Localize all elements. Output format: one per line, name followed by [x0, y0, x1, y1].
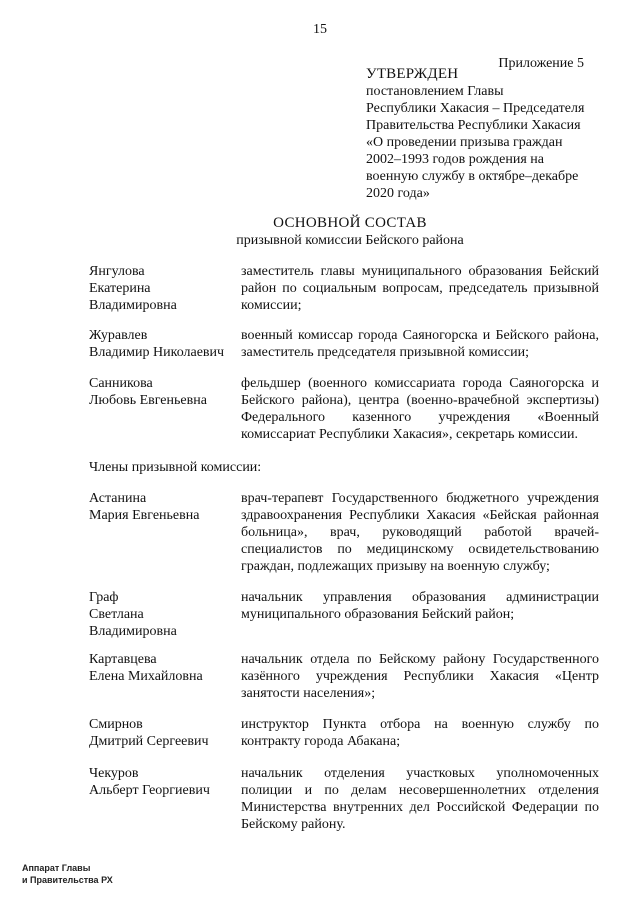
member-role: начальник отдела по Бейскому району Государственного казённого учреждения Республики Хакасия «Центр занятости населения»; [241, 652, 599, 701]
document-title: ОСНОВНОЙ СОСТАВ [273, 215, 427, 231]
approval-line: 2020 года» [366, 186, 430, 201]
approval-heading: УТВЕРЖДЕН [366, 66, 459, 82]
approval-line: постановлением Главы [366, 84, 504, 99]
member-role: инструктор Пункта отбора на военную службу по контракту города Абакана; [241, 717, 599, 749]
approval-line: военную службу в октябре–декабре [366, 169, 579, 184]
appendix-label: Приложение 5 [498, 56, 584, 71]
member-name: Санникова Любовь Евгеньевна [89, 376, 207, 408]
member-role: фельдшер (военного комиссариата города Саяногорска и Бейского района), центра (военно-врачебной экспертизы) Федерального казенного учреждения «Военный комиссариат Республики Хакасия», секретарь комиссии. [241, 376, 599, 442]
page-number: 15 [313, 22, 327, 37]
document-subtitle: призывной комиссии Бейского района [236, 233, 464, 248]
member-name: Картавцева Елена Михайловна [89, 652, 203, 684]
approval-line: 2002–1993 годов рождения на [366, 152, 545, 167]
members-heading: Члены призывной комиссии: [89, 460, 262, 475]
approval-line: «О проведении призыва граждан [366, 135, 563, 150]
footer-stamp: Аппарат Главы и Правительства РХ [22, 863, 113, 885]
member-name: Янгулова Екатерина Владимировна [89, 264, 177, 313]
approval-block [366, 66, 606, 202]
member-name: Смирнов Дмитрий Сергеевич [89, 717, 209, 749]
member-name: Астанина Мария Евгеньевна [89, 491, 200, 523]
approval-line: Республики Хакасия – Председателя [366, 101, 585, 116]
approval-line: Правительства Республики Хакасия [366, 118, 581, 133]
member-name: Чекуров Альберт Георгиевич [89, 766, 210, 798]
member-role: заместитель главы муниципального образования Бейский район по социальным вопросам, председатель призывной комиссии; [241, 264, 599, 313]
member-role: врач-терапевт Государственного бюджетного учреждения здравоохранения Республики Хакасия «Бейская районная больница», врач, руководящий работой врачей-специалистов по медицинскому освидетельствованию граждан, подлежащих призыву на военную службу; [241, 491, 599, 574]
member-role: начальник отделения участковых уполномоченных полиции и по делам несовершеннолетних отделения Министерства внутренних дел Российской Федерации по Бейскому району. [241, 766, 599, 832]
member-name: Граф Светлана Владимировна [89, 590, 177, 639]
member-name: Журавлев Владимир Николаевич [89, 328, 225, 360]
member-role: начальник управления образования администрации муниципального образования Бейский район; [241, 590, 599, 622]
member-role: военный комиссар города Саяногорска и Бейского района, заместитель председателя призывной комиссии; [241, 328, 599, 360]
